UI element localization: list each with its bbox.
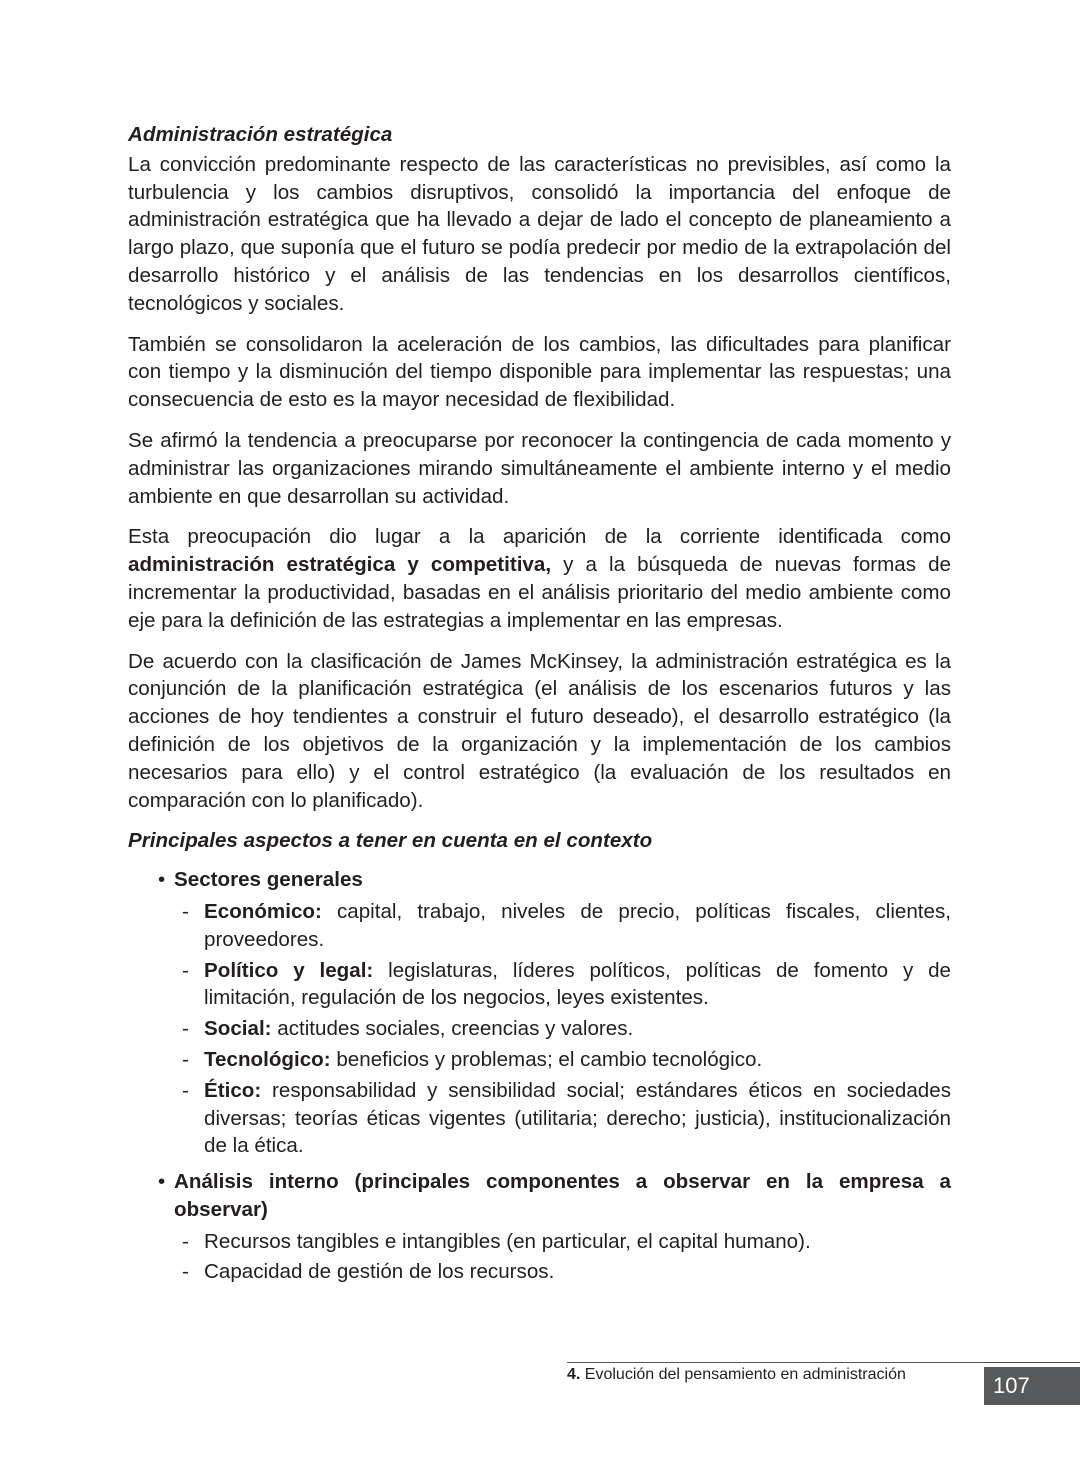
- bullet-title-analisis-interno: • Análisis interno (principales componentes a observar en la empresa a observar): [174, 1170, 951, 1221]
- paragraph-1: La convicción predominante respecto de las características no previsibles, así como la turbulencia y los cambios disruptivos, consolidó la importancia del enfoque de administración estratégica que ha llevado a dejar de lado el concepto de planeamiento a largo plazo, que suponía que el futuro se podía predecir por medio de la extrapolación del desarrollo histórico y el análisis de las tendencias en los desarrollos científicos, tecnológicos y sociales.: [128, 152, 951, 315]
- term-social: Social:: [204, 1017, 272, 1041]
- list-item-economico: [204, 898, 951, 954]
- desc-tecnologico: beneficios y problemas; el cambio tecnológico.: [330, 1047, 763, 1071]
- footer-chapter-number: 4.: [567, 1366, 581, 1383]
- footer-chapter: [567, 1366, 906, 1384]
- term-politico-legal: Político y legal:: [204, 958, 374, 982]
- paragraph-4-start: Esta preocupación dio lugar a la aparición de la corriente identificada como: [128, 525, 951, 549]
- bullet-sectores-generales: [158, 866, 951, 1160]
- list-item-capacidad: - Capacidad de gestión de los recursos.: [204, 1258, 951, 1286]
- list-item-etico: [204, 1077, 951, 1160]
- desc-etico: responsabilidad y sensibilidad social; estándares éticos en sociedades diversas; teorías éticas vigentes (utilitaria; derecho; justicia), institucionalización de la ética.: [204, 1078, 951, 1158]
- paragraph-4: [128, 523, 951, 634]
- desc-economico: capital, trabajo, niveles de precio, políticas fiscales, clientes, proveedores.: [204, 899, 951, 951]
- bullet-title-sectores: • Sectores generales: [174, 868, 363, 892]
- footer-divider: [567, 1362, 1080, 1363]
- paragraph-4-end: y a la búsqueda de nuevas formas de incrementar la productividad, basadas en el análisis prioritario del medio ambiente como eje para la definición de las estrategias a implementar en las empresas.: [128, 553, 952, 632]
- paragraph-2: También se consolidaron la aceleración de los cambios, las dificultades para planificar con tiempo y la disminución del tiempo disponible para implementar las respuestas; una consecuencia de esto es la mayor necesidad de flexibilidad.: [128, 332, 951, 412]
- analisis-sublist: [174, 1228, 951, 1287]
- list-item-tecnologico: [204, 1046, 951, 1074]
- term-tecnologico: Tecnológico:: [204, 1047, 331, 1071]
- paragraph-3: Se afirmó la tendencia a preocuparse por reconocer la contingencia de cada momento y administrar las organizaciones mirando simultáneamente el ambiente interno y el medio ambiente en que desarrollan su actividad.: [128, 428, 951, 508]
- section-heading-principales-aspectos: Principales aspectos a tener en cuenta en el contexto: [128, 829, 653, 853]
- sectores-sublist: [174, 898, 951, 1160]
- paragraph-5: De acuerdo con la clasificación de James McKinsey, la administración estratégica es la conjunción de la planificación estratégica (el análisis de los escenarios futuros y las acciones de hoy tendientes a construir el futuro deseado), el desarrollo estratégico (la definición de los objetivos de la organización y la implementación de los cambios necesarios para ello) y el control estratégico (la evaluación de los resultados en comparación con lo planificado).: [128, 649, 951, 812]
- aspects-list: [128, 866, 951, 1286]
- page-number: 107: [993, 1373, 1030, 1398]
- term-etico: Ético:: [204, 1078, 262, 1102]
- footer-chapter-title: Evolución del pensamiento en administración: [580, 1366, 906, 1383]
- list-item-recursos: - Recursos tangibles e intangibles (en particular, el capital humano).: [204, 1228, 951, 1256]
- paragraph-4-bold-term: administración estratégica y competitiva,: [128, 553, 552, 577]
- list-item-politico-legal: [204, 957, 951, 1013]
- page-content: [128, 121, 951, 1286]
- page-number-box: [984, 1367, 1080, 1405]
- list-item-social: [204, 1015, 951, 1043]
- desc-politico-legal: legislaturas, líderes políticos, políticas de fomento y de limitación, regulación de los negocios, leyes existentes.: [204, 958, 951, 1010]
- section-heading-administracion-estrategica: Administración estratégica: [128, 123, 393, 146]
- desc-social: actitudes sociales, creencias y valores.: [271, 1017, 634, 1041]
- bullet-analisis-interno: [158, 1168, 951, 1286]
- term-economico: Económico:: [204, 899, 322, 923]
